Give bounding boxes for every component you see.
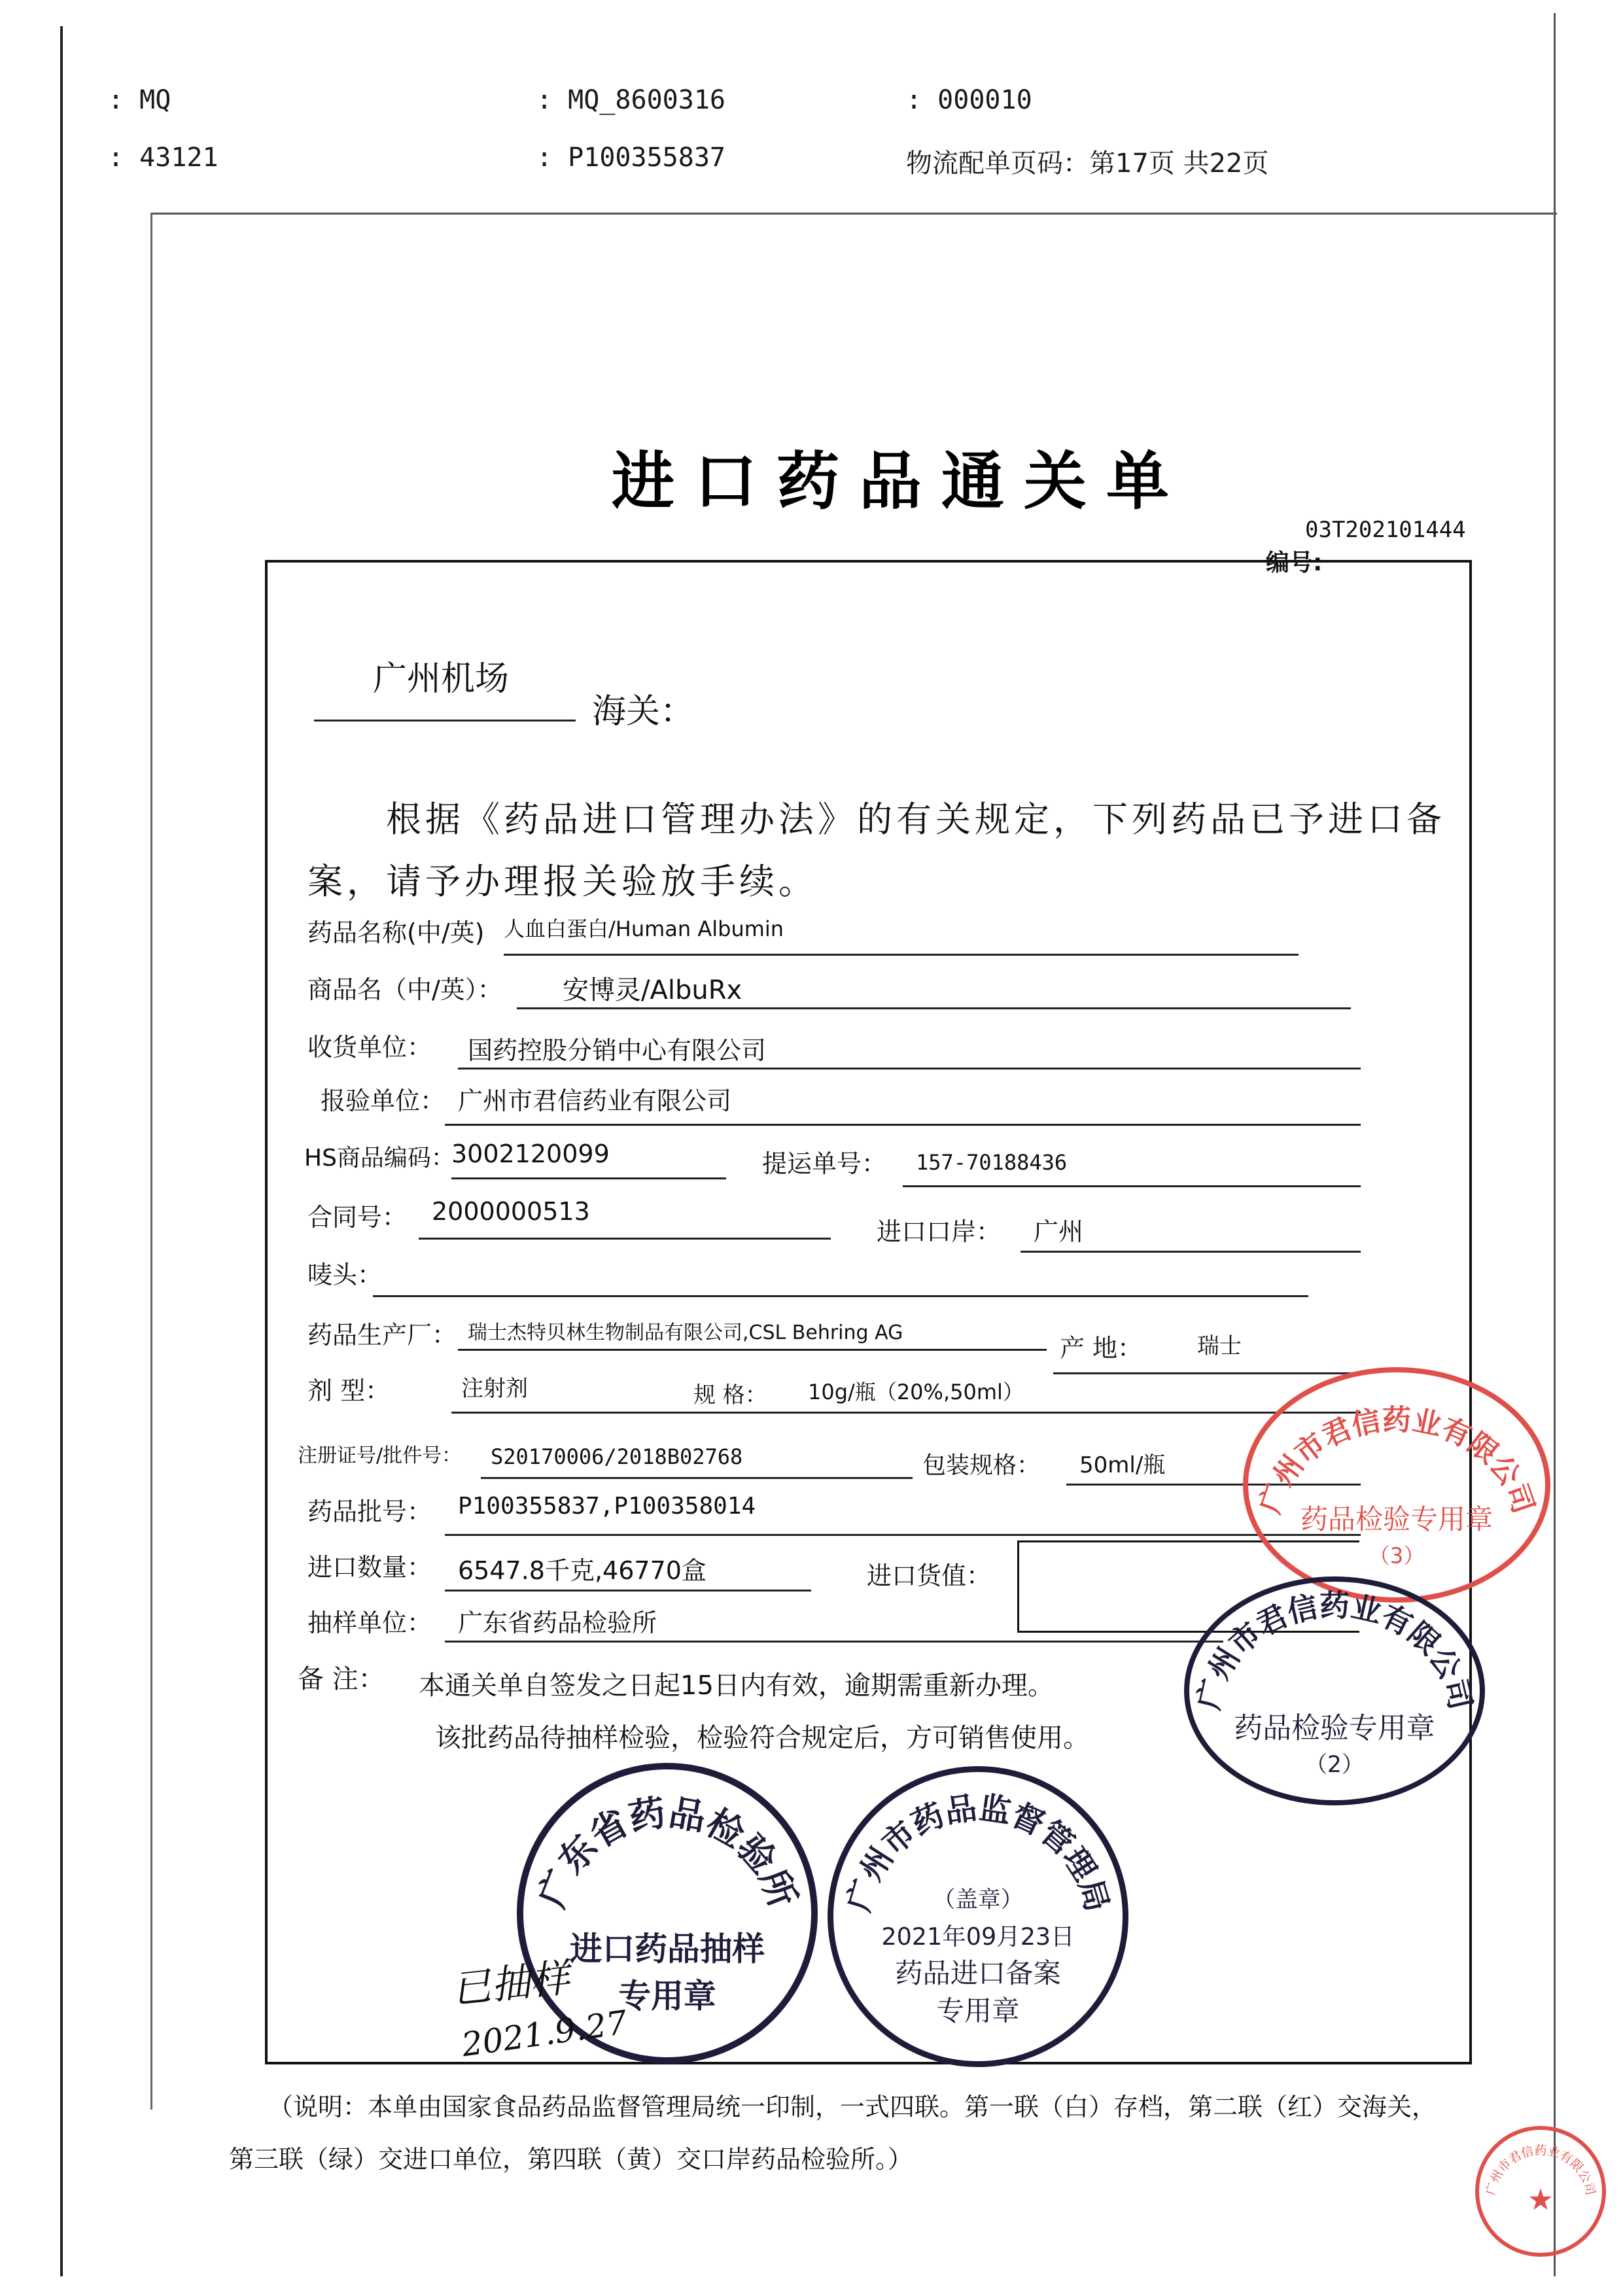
handwritten-date: 2021.9.27 [459, 2003, 630, 2064]
star-icon: ★ [1527, 2182, 1554, 2218]
svg-text:广州市君信药业有限公司 [1253, 1403, 1541, 1518]
scan-edge-inner-left [150, 213, 152, 2110]
specification-underline [451, 1412, 1361, 1414]
import-port-underline [1021, 1251, 1361, 1253]
seal-gz-bottom-text-1: 药品进口备案 [895, 1957, 1061, 1989]
hs-code-value: 3002120099 [451, 1139, 610, 1168]
company-inspection-seal-red [1243, 1367, 1550, 1603]
seal-gz-text-arc [833, 1772, 1123, 2061]
scan-edge-right [1554, 13, 1556, 2276]
header-page-indicator: 物流配单页码：第17页 共22页 [906, 148, 1269, 179]
seal-gz-bottom-text-2: 专用章 [936, 1994, 1020, 2027]
intro-line-1: 根据《药品进口管理办法》的有关规定，下列药品已予进口备 [386, 799, 1446, 840]
contract-no-underline [419, 1238, 831, 1240]
remarks-line-2: 该批药品待抽样检验，检验符合规定后，方可销售使用。 [435, 1723, 1089, 1753]
footer-note-line-1: （说明：本单由国家食品药品监督管理局统一印制，一式四联。第一联（白）存档，第二联（红）交海关， [268, 2093, 1437, 2121]
seal-red-top-text: 广州市君信药业有限公司 [1253, 1403, 1541, 1518]
specification-value: 10g/瓶（20%,50ml） [808, 1380, 1024, 1404]
registration-underline [481, 1477, 913, 1479]
batch-no-label: 药品批号： [307, 1497, 432, 1526]
dosage-form-label: 剂 型： [307, 1376, 391, 1405]
trade-name-label: 商品名（中/英）： [307, 975, 502, 1004]
remarks-line-1: 本通关单自签发之日起15日内有效，逾期需重新办理。 [419, 1671, 1054, 1701]
handwritten-note: 已抽样 [449, 1955, 572, 2013]
svg-text:广东省药品检验所 [531, 1792, 803, 1913]
inspection-unit-underline [445, 1124, 1361, 1126]
page-title: 进口药品通关单 [612, 444, 1189, 518]
registration-value: S20170006/2018B02768 [491, 1444, 743, 1469]
form-number-value: 03T202101444 [1305, 517, 1466, 543]
customs-name: 广州机场 [373, 659, 510, 699]
seal-red-text-arc [1248, 1372, 1545, 1597]
customs-label: 海关： [592, 692, 695, 731]
sampling-unit-label: 抽样单位： [307, 1609, 432, 1637]
footer-note-line-2: 第三联（绿）交进口单位，第四联（黄）交口岸药品检验所。） [229, 2145, 913, 2174]
bill-of-lading-label: 提运单号： [762, 1149, 887, 1178]
origin-value: 瑞士 [1197, 1333, 1242, 1359]
scan-edge-top [150, 213, 1557, 215]
seal-blue-text-arc [1189, 1582, 1480, 1800]
consignee-label: 收货单位： [307, 1033, 432, 1062]
corner-seal-text: 广州市君信药业有限公司 [1484, 2144, 1597, 2197]
corner-seal-text-arc [1479, 2130, 1602, 2253]
header-field-2: : MQ_8600316 [536, 85, 725, 115]
quantity-value: 6547.8千克,46770盒 [458, 1556, 707, 1585]
goods-value-label: 进口货值： [867, 1561, 992, 1590]
packing-spec-label: 包装规格： [922, 1452, 1041, 1479]
drug-name-label: 药品名称(中/英) [307, 918, 485, 947]
header-field-5: : P100355837 [536, 143, 725, 173]
origin-label: 产 地： [1060, 1334, 1143, 1363]
shipping-mark-underline [373, 1295, 1308, 1297]
trade-name-underline [517, 1007, 1351, 1009]
contract-no-value: 2000000513 [432, 1197, 590, 1226]
hs-code-underline [451, 1177, 726, 1179]
contract-no-label: 合同号： [307, 1203, 408, 1232]
batch-no-underline [445, 1534, 1361, 1536]
quantity-label: 进口数量： [307, 1553, 432, 1582]
sampling-unit-underline [445, 1641, 1223, 1643]
remarks-label: 备 注： [298, 1664, 385, 1694]
svg-text:广州市君信药业有限公司 [1191, 1588, 1478, 1713]
seal-blue-number: （2） [1304, 1752, 1365, 1779]
scan-edge-left [60, 26, 63, 2276]
manufacturer-value: 瑞士杰特贝林生物制品有限公司,CSL Behring AG [468, 1321, 903, 1344]
import-port-label: 进口口岸： [877, 1217, 1002, 1246]
seal-blue-top-text: 广州市君信药业有限公司 [1190, 1588, 1479, 1713]
quantity-underline [445, 1590, 811, 1592]
seal-gd-bottom-text: 专用章 [618, 1977, 716, 2015]
manufacturer-underline [458, 1349, 1047, 1351]
seal-blue-center-text: 药品检验专用章 [1234, 1711, 1435, 1745]
registration-label: 注册证号/批件号： [298, 1444, 462, 1467]
form-number-label: 编号: [1266, 549, 1323, 576]
consignee-underline [458, 1068, 1361, 1070]
manufacturer-label: 药品生产厂： [307, 1321, 457, 1349]
header-field-3: : 000010 [906, 85, 1032, 115]
guangzhou-drug-admin-seal [828, 1766, 1128, 2067]
seal-red-number: （3） [1369, 1543, 1425, 1569]
seal-gd-top-text: 广东省药品检验所 [531, 1792, 803, 1913]
import-port-value: 广州 [1034, 1217, 1084, 1246]
specification-label: 规 格： [693, 1382, 767, 1408]
drug-name-underline [504, 954, 1299, 956]
consignee-value: 国药控股分销中心有限公司 [468, 1036, 767, 1065]
shipping-mark-label: 唛头： [307, 1261, 383, 1289]
sampling-unit-value: 广东省药品检验所 [458, 1609, 657, 1637]
inspection-unit-label: 报验单位： [321, 1087, 445, 1115]
seal-gz-paren-text: （盖章） [932, 1887, 1024, 1913]
seal-gz-top-text: 广州市药品监督管理局 [840, 1789, 1116, 1916]
intro-line-2: 案，请予办理报关验放手续。 [307, 861, 818, 902]
hs-code-label: HS商品编码： [304, 1145, 455, 1172]
seal-gz-date-text: 2021年09月23日 [881, 1922, 1075, 1951]
drug-name-value: 人血白蛋白/Human Albumin [504, 916, 784, 941]
corner-company-seal [1475, 2126, 1606, 2257]
packing-spec-value: 50ml/瓶 [1079, 1452, 1166, 1478]
trade-name-value: 安博灵/AlbuRx [563, 975, 742, 1005]
batch-no-value: P100355837,P100358014 [458, 1493, 756, 1520]
seal-red-center-text: 药品检验专用章 [1300, 1503, 1493, 1535]
bill-of-lading-underline [903, 1185, 1361, 1187]
seal-gd-mid-text: 进口药品抽样 [569, 1930, 765, 1968]
header-field-4: : 43121 [108, 143, 218, 173]
header-field-1: : MQ [108, 85, 171, 115]
customs-underline [314, 720, 576, 722]
inspection-unit-value: 广州市君信药业有限公司 [458, 1087, 732, 1115]
company-inspection-seal-blue [1184, 1576, 1485, 1805]
bill-of-lading-value: 157-70188436 [916, 1150, 1068, 1175]
dosage-form-value: 注射剂 [461, 1376, 528, 1402]
